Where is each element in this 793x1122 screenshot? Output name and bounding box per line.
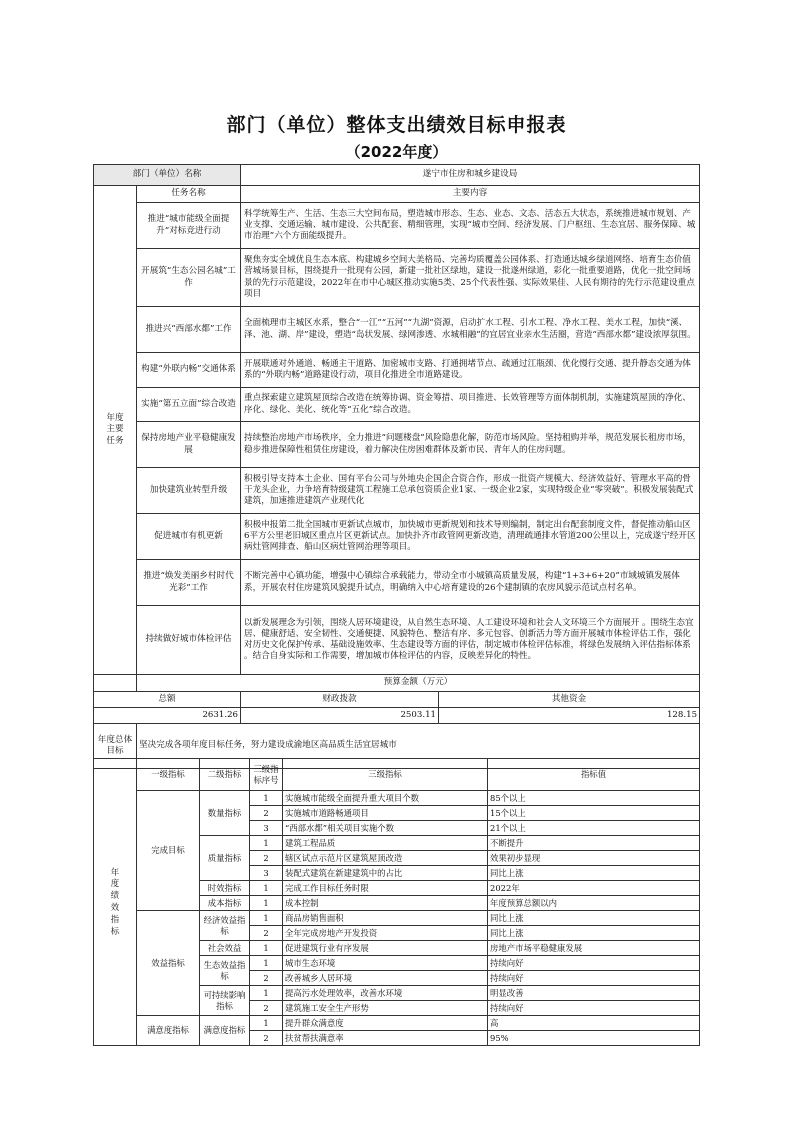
level3-cell: 提升群众满意度 xyxy=(283,1016,488,1031)
level3-cell: 成本控制 xyxy=(283,896,488,911)
task-row xyxy=(94,560,700,606)
level3-cell: 完成工作目标任务时限 xyxy=(283,881,488,896)
value-cell: 85个以上 xyxy=(488,791,700,806)
seq-cell: 2 xyxy=(250,1031,283,1046)
level3-cell: 城市生态环境 xyxy=(283,956,488,971)
value-cell: 不断提升 xyxy=(488,836,700,851)
level3-cell: 提高污水处理效率，改善水环境 xyxy=(283,986,488,1001)
level2-cell: 生态效益指标 xyxy=(200,956,250,986)
task-name: 构建“外联内畅”交通体系 xyxy=(137,353,241,388)
value-header: 指标值 xyxy=(488,759,700,791)
task-row xyxy=(94,514,700,560)
budget-fiscal-label: 财政拨款 xyxy=(241,692,439,708)
seq-cell: 1 xyxy=(250,986,283,1001)
level3-cell: 扶贫帮扶满意率 xyxy=(283,1031,488,1046)
dept-name-value: 遂宁市住房和城乡建设局 xyxy=(241,165,700,186)
task-row xyxy=(94,422,700,468)
task-content: 科学统筹生产、生活、生态三大空间布局，塑造城市形态、生态、业态、文态、活态五大状态，系统推进城市规划、产业支撑、交通运输、城市建设、公共配套、精细管理，实现“城市空间、经济发展、门户枢纽、生态宜居、服务保障、城市治理”六个方面能级提升。 xyxy=(241,203,700,249)
indicator-row xyxy=(94,911,700,926)
level3-cell: 装配式建筑在新建建筑中的占比 xyxy=(283,866,488,881)
task-content: 开展联通对外通道、畅通主干道路、加密城市支路、打通拥堵节点、疏通过江瓶颈、优化慢行交通、提升静态交通为体系的“外联内畅”道路建设行动，项目化推进全市道路建设。 xyxy=(241,353,700,388)
budget-total-label: 总额 xyxy=(94,692,241,708)
seq-cell: 1 xyxy=(250,1016,283,1031)
document-subtitle: （2022年度） xyxy=(345,143,448,161)
task-content: 积极申报第二批全国城市更新试点城市，加快城市更新规划和技术导则编制，制定出台配套制度文件，督促推动船山区6平方公里老旧城区重点片区更新试点。加快扑齐市政管网更新改造，清理疏通排水管道200公里以上，完成遂宁经开区病灶管网排查、船山区病灶管网治理等项目。 xyxy=(241,514,700,560)
tasks-table xyxy=(93,164,700,769)
seq-cell: 1 xyxy=(250,881,283,896)
overall-goal-text: 坚决完成各项年度目标任务，努力建设成渝地区高品质生活宜居城市 xyxy=(137,724,700,769)
task-name: 持续做好城市体检评估 xyxy=(137,606,241,675)
level3-header: 三级指标 xyxy=(283,759,488,791)
level3-cell: 促进建筑行业有序发展 xyxy=(283,941,488,956)
seq-cell: 1 xyxy=(250,911,283,926)
level3-cell: 建筑工程品质 xyxy=(283,836,488,851)
level1-cell: 完成目标 xyxy=(137,791,200,911)
task-content: 持续整治房地产市场秩序，全力推进“问题楼盘”风险隐患化解，防范市场风险。坚持租购并举，规范发展长租房市场，稳步推进保障性租赁住房建设，着力解决住房困难群体及新市民、青年人的住房问题。 xyxy=(241,422,700,468)
dept-name-label: 部门（单位）名称 xyxy=(94,165,241,186)
task-content: 聚焦夯实全域优良生态本底、构建城乡空间大美格局、完善均质覆盖公园体系、打造通达城乡绿道网络、培育生态价值营城场景目标，围绕提升一批现有公园，新建一批社区绿地，建设一批遂州绿道，彩化一批重要道路，优化一批空间场景的先行示范建设，2022年在市中心城区推动实施5类、25个代表性强、实际效果佳、人民有期待的先行示范建设重点项目 xyxy=(241,249,700,307)
level2-cell: 数量指标 xyxy=(200,791,250,836)
level2-header: 二级指标 xyxy=(200,759,250,791)
performance-indicators-label: 年度绩效指标 xyxy=(94,759,137,1046)
level3-cell: “西部水都”相关项目实施个数 xyxy=(283,821,488,836)
overall-goal-label: 年度总体目标 xyxy=(94,724,137,769)
indicator-row xyxy=(94,1016,700,1031)
seq-cell: 2 xyxy=(250,971,283,986)
value-cell: 持续向好 xyxy=(488,971,700,986)
seq-cell: 2 xyxy=(250,851,283,866)
level3-cell: 实施城市能级全面提升重大项目个数 xyxy=(283,791,488,806)
task-name-header: 任务名称 xyxy=(137,186,241,203)
task-row xyxy=(94,353,700,388)
seq-cell: 3 xyxy=(250,866,283,881)
value-cell: 明显改善 xyxy=(488,986,700,1001)
level3-cell: 实施城市道路畅通项目 xyxy=(283,806,488,821)
value-cell: 高 xyxy=(488,1016,700,1031)
task-row xyxy=(94,606,700,675)
value-cell: 持续向好 xyxy=(488,956,700,971)
task-content: 全面梳理市主城区水系，整合“一江”“五河”“九湖”资源，启动扩水工程、引水工程、净水工程、美水工程，加快“溪、泽、池、湖、岸”建设，塑造“岛状发展、绿网渗透、水城相融”的宜居宜业亲水生活圈，营造“西部水都”建设浓厚氛围。 xyxy=(241,307,700,353)
task-name: 促进城市有机更新 xyxy=(137,514,241,560)
level2-cell: 时效指标 xyxy=(200,881,250,896)
indicator-row xyxy=(94,791,700,806)
task-row xyxy=(94,203,700,249)
task-row xyxy=(94,388,700,422)
seq-cell: 1 xyxy=(250,896,283,911)
level3-cell: 商品房销售面积 xyxy=(283,911,488,926)
budget-other-value: 128.15 xyxy=(439,708,700,724)
task-row xyxy=(94,307,700,353)
task-name: 推进“焕发美丽乡村时代光彩”工作 xyxy=(137,560,241,606)
value-cell: 21个以上 xyxy=(488,821,700,836)
task-name: 推进兴“西部水都”工作 xyxy=(137,307,241,353)
budget-other-label: 其他资金 xyxy=(439,692,700,708)
value-cell: 效果初步显现 xyxy=(488,851,700,866)
budget-heading: 预算金额（万元） xyxy=(137,675,700,692)
budget-total-value: 2631.26 xyxy=(94,708,241,724)
level1-cell: 满意度指标 xyxy=(137,1016,200,1046)
seq-cell: 1 xyxy=(250,836,283,851)
level1-header: 一级指标 xyxy=(137,759,200,791)
seq-cell: 1 xyxy=(250,941,283,956)
seq-header: 三级指标序号 xyxy=(250,759,283,791)
value-cell: 同比上涨 xyxy=(488,911,700,926)
budget-fiscal-value: 2503.11 xyxy=(241,708,439,724)
task-name: 推进“城市能级全面提升”对标竞进行动 xyxy=(137,203,241,249)
level2-cell: 社会效益 xyxy=(200,941,250,956)
task-name: 开展筑“生态公园名城”工作 xyxy=(137,249,241,307)
task-name: 保持房地产业平稳健康发展 xyxy=(137,422,241,468)
main-content-header: 主要内容 xyxy=(241,186,700,203)
level3-cell: 改善城乡人居环境 xyxy=(283,971,488,986)
level3-cell: 建筑施工安全生产形势 xyxy=(283,1001,488,1016)
level2-cell: 质量指标 xyxy=(200,836,250,881)
value-cell: 房地产市场平稳健康发展 xyxy=(488,941,700,956)
task-name: 实施“第五立面”综合改造 xyxy=(137,388,241,422)
value-cell: 同比上涨 xyxy=(488,866,700,881)
seq-cell: 2 xyxy=(250,806,283,821)
value-cell: 持续向好 xyxy=(488,1001,700,1016)
level2-cell: 经济效益指标 xyxy=(200,911,250,941)
level2-cell: 成本指标 xyxy=(200,896,250,911)
seq-cell: 1 xyxy=(250,956,283,971)
level1-cell: 效益指标 xyxy=(137,911,200,1016)
task-name: 加快建筑业转型升级 xyxy=(137,468,241,514)
task-content: 以新发展理念为引领，围绕人居环境建设，从自然生态环境、人工建设环境和社会人文环境三个方面展开 。围绕生态宜居、健康舒适、安全韧性、交通便捷、风貌特色、整洁有序、多元包容、创新活力等方面开展城市体检评估工作，强化对历史文化保护传承、基础设施效率、生态建设等方面的评估，制定城市体检评估标准，将绿色发展纳入评估指标体系 。结合自身实际和工作需要，增加城市体检评估的内容，反映差异化的特性。 xyxy=(241,606,700,675)
task-content: 重点探索建立建筑屋顶综合改造在统筹协调、资金筹措、项目推进、长效管理等方面体制机制，实施建筑屋顶的净化、序化、绿化、美化、统化等“五化”综合改造。 xyxy=(241,388,700,422)
seq-cell: 1 xyxy=(250,791,283,806)
task-row xyxy=(94,249,700,307)
annual-tasks-label: 年度主要任务 xyxy=(94,186,137,675)
task-content: 积极引导支持本土企业、国有平台公司与外地央企国企合资合作，形成一批资产规模大、经济效益好、管理水平高的骨干龙头企业，力争培育特级建筑工程施工总承包资质企业1家、一级企业2家，实现特级企业“零突破”。积极发展装配式建筑，加速推进建筑产业现代化 xyxy=(241,468,700,514)
seq-cell: 3 xyxy=(250,821,283,836)
document-title: 部门（单位）整体支出绩效目标申报表 xyxy=(226,114,567,136)
level2-cell: 可持续影响指标 xyxy=(200,986,250,1016)
task-content: 不断完善中心镇功能，增强中心镇综合承载能力，带动全市小城镇高质量发展，构建“1+3+6+20”市域城镇发展体系，开展农村住房建筑风貌提升试点，明确纳入中心培育建设的26个建制镇的农房风貌示范试点村名单。 xyxy=(241,560,700,606)
value-cell: 同比上涨 xyxy=(488,926,700,941)
indicators-table xyxy=(93,758,700,1046)
task-row xyxy=(94,468,700,514)
level2-cell: 满意度指标 xyxy=(200,1016,250,1046)
level3-cell: 全年完成房地产开发投资 xyxy=(283,926,488,941)
seq-cell: 2 xyxy=(250,926,283,941)
seq-cell: 2 xyxy=(250,1001,283,1016)
value-cell: 15个以上 xyxy=(488,806,700,821)
value-cell: 95% xyxy=(488,1031,700,1046)
value-cell: 2022年 xyxy=(488,881,700,896)
level3-cell: 辖区试点示范片区建筑屋顶改造 xyxy=(283,851,488,866)
value-cell: 年度预算总额以内 xyxy=(488,896,700,911)
